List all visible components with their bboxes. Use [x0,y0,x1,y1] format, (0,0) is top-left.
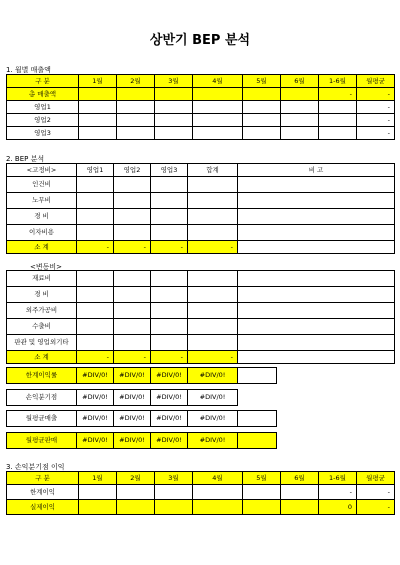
metric-label: 월평균판매 [7,433,77,449]
subtotal-row [7,241,395,254]
section2-heading: 2. BEP 분석 [6,155,45,163]
cell: - [357,485,395,500]
cell: #DIV/0! [114,411,151,427]
cell: - [357,88,395,101]
cell: #DIV/0! [151,411,188,427]
row-label: 총 매출액 [7,88,79,101]
table-row [7,127,395,140]
row-label: 인건비 [7,177,77,193]
row-label: 판관 및 영업외기타 [7,335,77,351]
metric-label: 한계이익률 [7,368,77,384]
header-cell: 1-6월 [319,472,357,485]
table-row [7,303,395,319]
header-cell: 5월 [243,75,281,88]
metric-avg-sales [6,410,277,427]
header-cell: <고정비> [7,164,77,177]
table-row [7,177,395,193]
table-row [7,485,395,500]
cell: #DIV/0! [188,433,238,449]
table-row [7,209,395,225]
cell: - [357,500,395,515]
variable-cost-table [6,270,395,364]
row-label: 한계이익 [7,485,79,500]
table-header-row [7,472,395,485]
cell: - [319,88,357,101]
cell: #DIV/0! [188,411,238,427]
bep-profit-table [6,471,395,515]
cell: #DIV/0! [151,368,188,384]
table-row [7,101,395,114]
header-cell: 영업2 [114,164,151,177]
table-row [7,319,395,335]
cell: #DIV/0! [188,368,238,384]
header-cell: 구 분 [7,472,79,485]
row-label: 영업1 [7,101,79,114]
cell: #DIV/0! [188,390,238,406]
cell: - [114,351,151,364]
header-cell: 1월 [79,75,117,88]
subtotal-row [7,351,395,364]
cell: 0 [319,500,357,515]
row-label: 수출비 [7,319,77,335]
cell: #DIV/0! [114,433,151,449]
row-label: 소 계 [7,351,77,364]
metric-label: 월평균매출 [7,411,77,427]
cell: #DIV/0! [77,368,114,384]
row-label: 영업2 [7,114,79,127]
table-row [7,225,395,241]
fixed-cost-table [6,163,395,254]
header-cell: 합계 [188,164,238,177]
table-row [7,500,395,515]
cell: - [114,241,151,254]
header-cell: 1월 [79,472,117,485]
header-cell: 4월 [193,472,243,485]
cell: - [77,241,114,254]
row-label: 소 계 [7,241,77,254]
header-cell: 4월 [193,75,243,88]
header-cell: 6월 [281,472,319,485]
header-cell: 비 고 [238,164,395,177]
cell: - [357,101,395,114]
row-label: 노무비 [7,193,77,209]
table-row [7,271,395,287]
table-header-row [7,75,395,88]
monthly-sales-table [6,74,395,140]
cell: - [151,241,188,254]
cell: - [188,351,238,364]
table-header-row [7,164,395,177]
header-cell: 영업3 [151,164,188,177]
section1-heading: 1. 월별 매출액 [6,66,51,74]
row-label: 재료비 [7,271,77,287]
header-cell: 2월 [117,75,155,88]
cell: - [357,127,395,140]
cell: - [357,114,395,127]
header-cell: 2월 [117,472,155,485]
header-cell: 3월 [155,472,193,485]
table-row [7,193,395,209]
table-row [7,88,395,101]
row-label: 이자비용 [7,225,77,241]
metric-bep [6,389,277,406]
cell: - [188,241,238,254]
row-label: 외주가공비 [7,303,77,319]
metric-margin-rate [6,367,277,384]
cell: - [77,351,114,364]
cell: #DIV/0! [151,390,188,406]
header-cell: 영업1 [77,164,114,177]
row-label: 실제이익 [7,500,79,515]
header-cell: 3월 [155,75,193,88]
cell: - [151,351,188,364]
table-row [7,287,395,303]
cell: #DIV/0! [77,390,114,406]
cell: #DIV/0! [77,411,114,427]
section3-heading: 3. 손익분기점 이익 [6,463,65,471]
cell: #DIV/0! [77,433,114,449]
metric-label: 손익분기점 [7,390,77,406]
cell: #DIV/0! [114,390,151,406]
header-cell: 5월 [243,472,281,485]
cell: #DIV/0! [151,433,188,449]
header-cell: 월평균 [357,472,395,485]
header-cell: 구 분 [7,75,79,88]
variable-cost-heading: <변동비> [30,263,63,271]
row-label: 영업3 [7,127,79,140]
table-row [7,335,395,351]
header-cell: 6월 [281,75,319,88]
cell: #DIV/0! [114,368,151,384]
row-label: 경 비 [7,287,77,303]
cell: - [319,485,357,500]
header-cell: 월평균 [357,75,395,88]
row-label: 경 비 [7,209,77,225]
header-cell: 1-6월 [319,75,357,88]
page-title: 상반기 BEP 분석 [149,33,251,48]
table-row [7,114,395,127]
metric-avg-volume [6,432,277,449]
